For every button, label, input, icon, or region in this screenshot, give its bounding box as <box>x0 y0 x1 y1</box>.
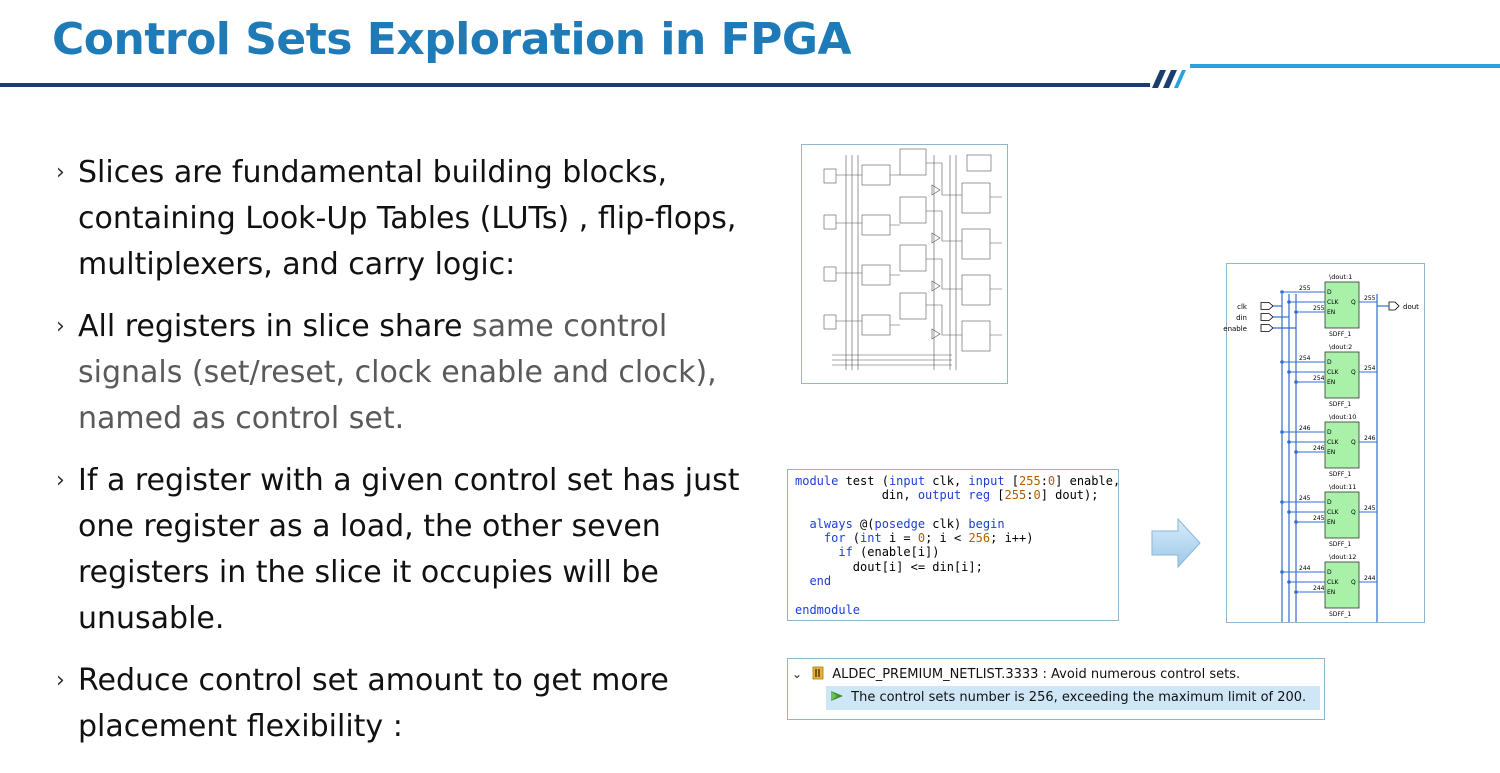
cell-type-label: SDFF_1 <box>1329 401 1352 408</box>
pin-label: EN <box>1327 309 1336 316</box>
net-label: 254 <box>1313 375 1325 382</box>
net-label: 246 <box>1313 445 1325 452</box>
bullet-text: Reduce control set amount to get more placement flexibility : <box>78 663 669 744</box>
slice-schematic-image <box>801 144 1008 384</box>
cell-name-label: \dout:12 <box>1329 553 1357 561</box>
pin-label: Q <box>1351 509 1356 516</box>
net-label: 245 <box>1364 505 1376 512</box>
bullet-marker: › <box>56 468 65 493</box>
pin-label: CLK <box>1327 439 1339 446</box>
detail-message-text: The control sets number is 256, exceeding the maximum limit of 200. <box>851 690 1307 705</box>
bullet-text-gray: same control signals (set/reset, clock enable and clock), named as control set. <box>78 309 717 436</box>
bullet-registers <box>56 304 756 442</box>
net-label: 254 <box>1364 365 1376 372</box>
bullet-list <box>56 150 756 766</box>
pin-label: EN <box>1327 379 1336 386</box>
pin-label: Q <box>1351 369 1356 376</box>
net-label: 245 <box>1313 515 1325 522</box>
net-label: 245 <box>1299 495 1311 502</box>
pin-label: D <box>1327 429 1332 436</box>
bullet-reduce <box>56 658 756 750</box>
input-port-icon <box>1261 314 1273 321</box>
net-label: 244 <box>1313 585 1325 592</box>
net-label: 246 <box>1364 435 1376 442</box>
cell-type-label: SDFF_1 <box>1329 541 1352 548</box>
bullet-text: If a register with a given control set has just one register as a load, the other seven registers in the slice it occupies will be unusable. <box>78 463 740 636</box>
cell-name-label: \dout:11 <box>1329 483 1357 491</box>
port-label: dout <box>1403 303 1419 311</box>
pin-label: D <box>1327 289 1332 296</box>
pin-label: CLK <box>1327 509 1339 516</box>
pin-label: CLK <box>1327 369 1339 376</box>
output-port-icon <box>1389 302 1399 310</box>
pin-label: Q <box>1351 439 1356 446</box>
pin-label: D <box>1327 359 1332 366</box>
rule-message-text: ALDEC_PREMIUM_NETLIST.3333 : Avoid numerous control sets. <box>832 667 1241 682</box>
bullet-single-load <box>56 458 756 642</box>
net-label: 254 <box>1299 355 1311 362</box>
pin-label: CLK <box>1327 579 1339 586</box>
slide-title: Control Sets Exploration in FPGA <box>52 14 852 65</box>
cell-type-label: SDFF_1 <box>1329 611 1352 618</box>
rule-message-row[interactable] <box>792 663 1320 685</box>
pin-label: EN <box>1327 519 1336 526</box>
verilog-code-block: module test (input clk, input [255:0] enable, din, output reg [255:0] dout); always @(posedge clk) begin for (int i = 0; i < 256; i++) if (enable[i]) dout[i] <= din[i]; end endmodule <box>787 469 1119 621</box>
pin-label: EN <box>1327 449 1336 456</box>
linter-message-panel <box>787 658 1325 720</box>
net-label: 244 <box>1299 565 1311 572</box>
input-port-icon <box>1261 325 1273 332</box>
cell-name-label: \dout:10 <box>1329 413 1357 421</box>
bullet-marker: › <box>56 160 65 185</box>
rule-flag-icon <box>812 666 824 680</box>
port-label: din <box>1236 314 1247 322</box>
bullet-text: Slices are fundamental building blocks, containing Look-Up Tables (LUTs) , flip-flops, multiplexers, and carry logic: <box>78 155 737 282</box>
port-label: enable <box>1223 325 1247 333</box>
pin-label: Q <box>1351 579 1356 586</box>
port-label: clk <box>1237 303 1247 311</box>
cell-type-label: SDFF_1 <box>1329 471 1352 478</box>
net-label: 255 <box>1313 305 1325 312</box>
bullet-marker: › <box>56 314 65 339</box>
title-underline <box>0 60 1500 94</box>
play-arrow-icon <box>830 690 844 702</box>
bullet-text: All registers in slice share <box>78 309 472 344</box>
pin-label: D <box>1327 569 1332 576</box>
cell-name-label: \dout:1 <box>1329 273 1353 281</box>
pin-label: CLK <box>1327 299 1339 306</box>
netlist-schematic <box>1223 263 1425 623</box>
pin-label: D <box>1327 499 1332 506</box>
input-port-icon <box>1261 303 1273 310</box>
cell-type-label: SDFF_1 <box>1329 331 1352 338</box>
net-label: 255 <box>1299 285 1311 292</box>
net-label: 244 <box>1364 575 1376 582</box>
detail-message-row[interactable] <box>826 686 1320 710</box>
net-label: 246 <box>1299 425 1311 432</box>
cell-name-label: \dout:2 <box>1329 343 1353 351</box>
pin-label: Q <box>1351 299 1356 306</box>
bullet-slices <box>56 150 756 288</box>
pin-label: EN <box>1327 589 1336 596</box>
bullet-marker: › <box>56 668 65 693</box>
chevron-down-icon[interactable]: ⌄ <box>792 667 803 681</box>
right-arrow-icon <box>1150 517 1202 569</box>
net-label: 255 <box>1364 295 1376 302</box>
